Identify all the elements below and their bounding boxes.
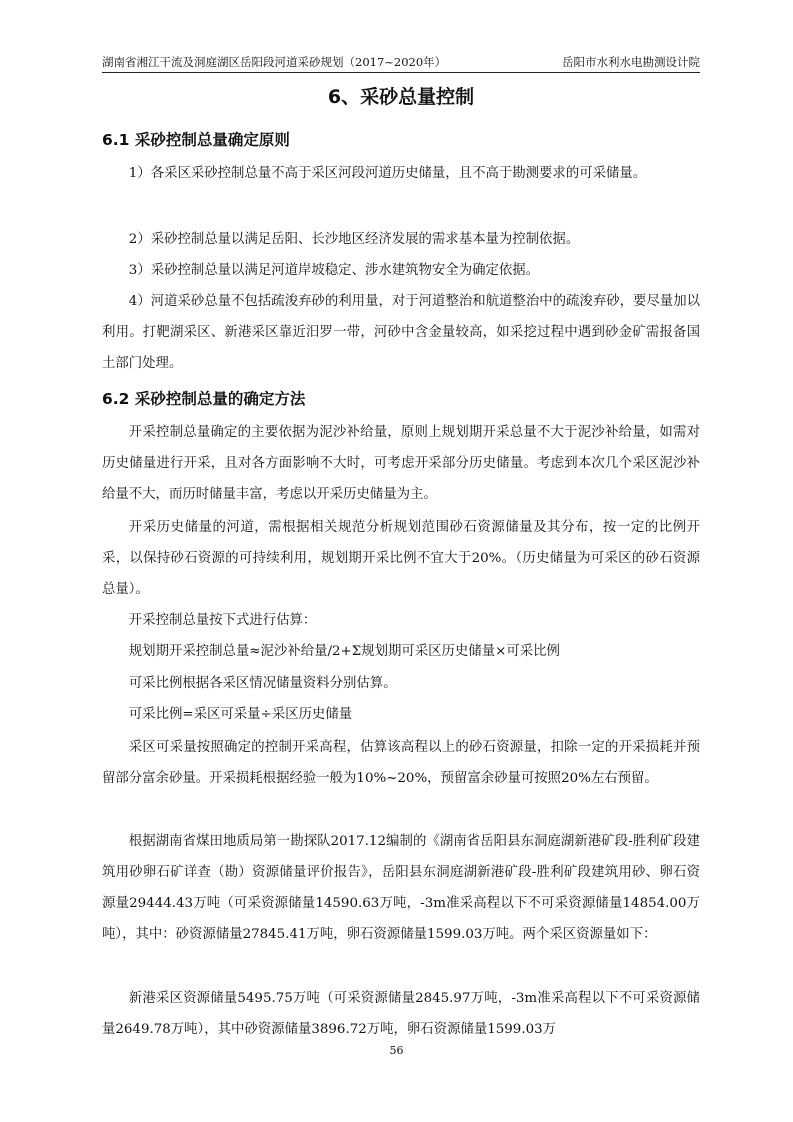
page-number: 56 [389,1044,404,1057]
section-heading-6-2: 6.2 采砂控制总量的确定方法 [102,390,306,408]
header-organization: 岳阳市水利水电勘测设计院 [562,55,700,69]
page-header [102,52,700,73]
paragraph: 3）采砂控制总量以满足河道岸坡稳定、涉水建筑物安全为确定依据。 [128,263,540,278]
paragraph: 4）河道采砂总量不包括疏浚弃砂的利用量，对于河道整治和航道整治中的疏浚弃砂，要尽量加以利用。打靶湖采区、新港采区靠近汨罗一带，河砂中含金量较高，如采挖过程中遇到砂金矿需报备国土部门处理。 [102,294,700,371]
paragraph: 开采历史储量的河道，需根据相关规范分析规划范围砂石资源储量及其分布，按一定的比例开采，以保持砂石资源的可持续利用，规划期开采比例不宜大于20%。（历史储量为可采区的砂石资源总量）。 [102,520,700,597]
section-heading-6-1: 6.1 采砂控制总量确定原则 [102,131,290,149]
paragraph: 可采比例根据各采区情况储量资料分别估算。 [128,676,397,691]
paragraph: 1）各采区采砂控制总量不高于采区河段河道历史储量，且不高于勘测要求的可采储量。 [128,166,647,181]
chapter-title: 6、采砂总量控制 [327,86,475,108]
formula: 可采比例=采区可采量÷采区历史储量 [128,707,353,722]
formula: 规划期开采控制总量≈泥沙补给量/2+Σ规划期可采区历史储量×可采比例 [128,644,560,659]
paragraph: 开采控制总量确定的主要依据为泥沙补给量，原则上规划期开采总量不大于泥沙补给量，如需对历史储量进行开采，且对各方面影响不大时，可考虑开采部分历史储量。考虑到本次几个采区泥沙补给量不大，而历时储量丰富，考虑以开采历史储量为主。 [102,425,700,502]
header-document-title: 湖南省湘江干流及洞庭湖区岳阳段河道采砂规划（2017~2020年） [102,55,447,69]
paragraph: 根据湖南省煤田地质局第一勘探队2017.12编制的《湖南省岳阳县东洞庭湖新港矿段-胜利矿段建筑用砂卵石矿详查（勘）资源储量评价报告》，岳阳县东洞庭湖新港矿段-胜利矿段建筑用砂、卵石资源量29444.43万吨（可采资源储量14590.63万吨，-3m准采高程以下不可采资源储量14854.00万吨），其中：砂资源储量27845.41万吨，卵石资源储量1599.03万吨。两个采区资源量如下： [102,834,700,942]
paragraph: 采区可采量按照确定的控制开采高程，估算该高程以上的砂石资源量，扣除一定的开采损耗并预留部分富余砂量。开采损耗根据经验一般为10%~20%，预留富余砂量可按照20%左右预留。 [102,740,700,786]
paragraph: 开采控制总量按下式进行估算： [128,613,317,628]
paragraph: 2）采砂控制总量以满足岳阳、长沙地区经济发展的需求基本量为控制依据。 [128,232,580,247]
paragraph: 新港采区资源储量5495.75万吨（可采资源储量2845.97万吨，-3m准采高程以下不可采资源储量2649.78万吨），其中砂资源储量3896.72万吨，卵石资源储量1599.03万 [102,991,700,1037]
